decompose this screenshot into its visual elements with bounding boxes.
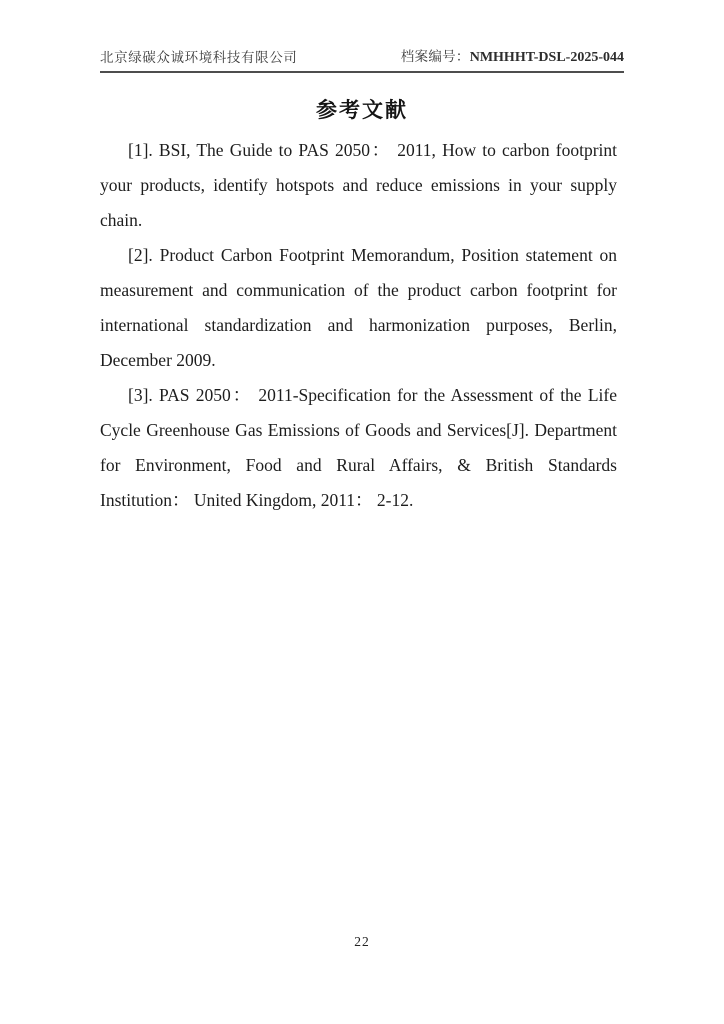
reference-item: [2]. Product Carbon Footprint Memorandum, Position statement on measurement and communication of the product carbon footprint for international standardization and harmonization purposes, Berlin, December 2009. bbox=[100, 245, 617, 370]
page-header bbox=[100, 45, 624, 73]
doc-number-label: 档案编号： bbox=[400, 49, 470, 64]
page-number: 22 bbox=[354, 934, 370, 949]
reference-item: [1]. BSI, The Guide to PAS 2050： 2011, How to carbon footprint your products, identify hotspots and reduce emissions in your supply chain. bbox=[100, 140, 617, 230]
company-name: 北京绿碳众诚环境科技有限公司 bbox=[100, 50, 298, 65]
references-list bbox=[100, 133, 617, 518]
reference-item: [3]. PAS 2050： 2011-Specification for the Assessment of the Life Cycle Greenhouse Gas Emissions of Goods and Services[J]. Department for Environment, Food and Rural Affairs, & British Standards Institution： United Kingdom, 2011： 2-12. bbox=[100, 385, 617, 510]
references-title: 参考文献 bbox=[316, 98, 408, 122]
doc-number-value: NMHHHT-DSL-2025-044 bbox=[469, 50, 624, 65]
doc-number bbox=[401, 45, 624, 66]
